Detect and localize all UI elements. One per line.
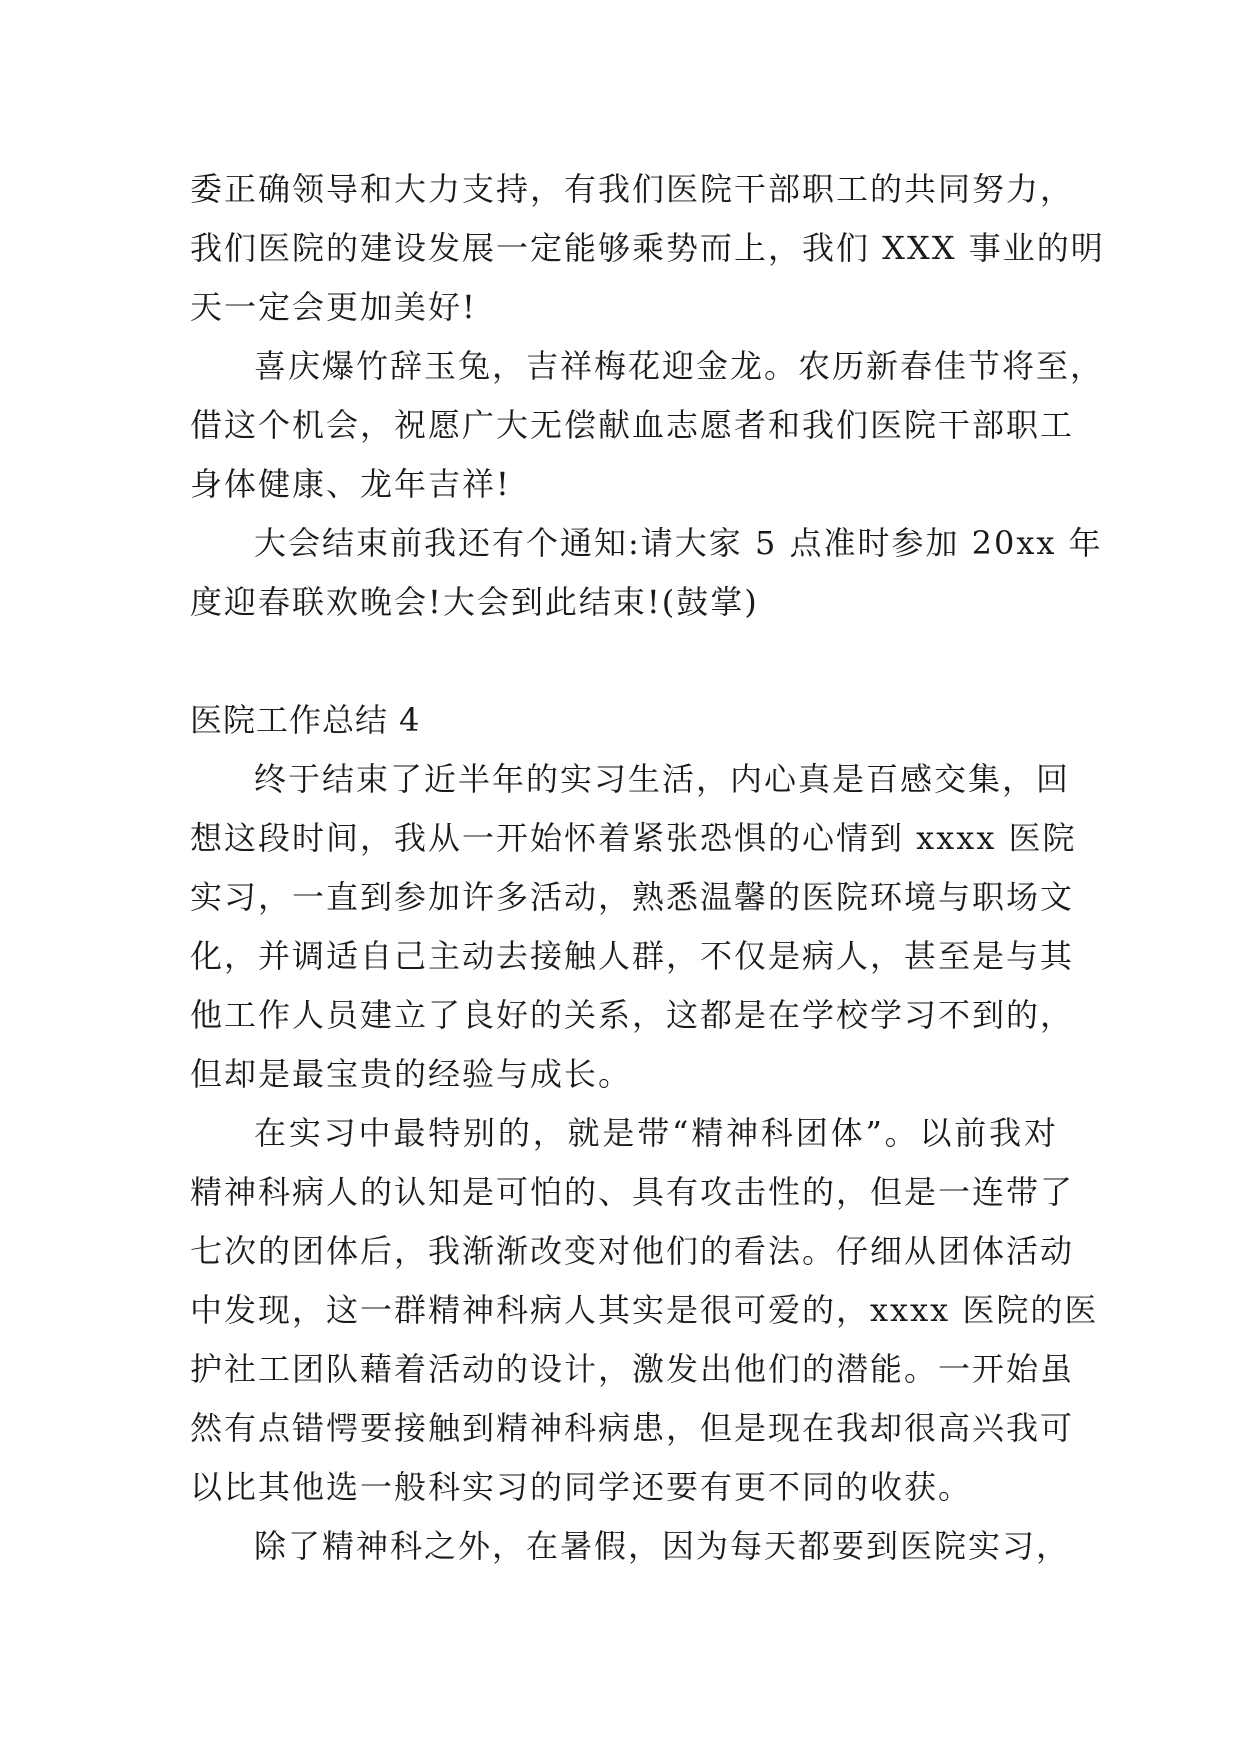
text-line: 借这个机会，祝愿广大无偿献血志愿者和我们医院干部职工 xyxy=(190,406,1075,444)
paragraph-first-line: 大会结束前我还有个通知:请大家 5 点准时参加 20xx 年 xyxy=(254,524,1103,562)
text-line: 以比其他选一般科实习的同学还要有更不同的收获。 xyxy=(190,1468,973,1506)
text-line: 他工作人员建立了良好的关系，这都是在学校学习不到的， xyxy=(190,996,1075,1034)
text-line: 天一定会更加美好! xyxy=(190,288,477,326)
text-line: 身体健康、龙年吉祥! xyxy=(190,465,511,503)
text-line: 七次的团体后，我渐渐改变对他们的看法。仔细从团体活动 xyxy=(190,1232,1075,1270)
text-line: 想这段时间，我从一开始怀着紧张恐惧的心情到 xxxx 医院 xyxy=(190,819,1077,857)
text-line: 精神科病人的认知是可怕的、具有攻击性的，但是一连带了 xyxy=(190,1173,1075,1211)
text-line: 实习，一直到参加许多活动，熟悉温馨的医院环境与职场文 xyxy=(190,878,1075,916)
paragraph-first-line: 在实习中最特别的，就是带“精神科团体”。以前我对 xyxy=(254,1114,1058,1152)
text-line: 度迎春联欢晚会!大会到此结束!(鼓掌) xyxy=(190,583,759,621)
document-body xyxy=(190,160,1105,1576)
paragraph-first-line: 喜庆爆竹辞玉兔，吉祥梅花迎金龙。农历新春佳节将至， xyxy=(254,347,1105,385)
paragraph-first-line: 除了精神科之外，在暑假，因为每天都要到医院实习， xyxy=(254,1527,1071,1565)
text-line: 但却是最宝贵的经验与成长。 xyxy=(190,1055,633,1093)
text-line: 我们医院的建设发展一定能够乘势而上，我们 XXX 事业的明 xyxy=(190,229,1105,267)
text-line: 委正确领导和大力支持，有我们医院干部职工的共同努力， xyxy=(190,170,1075,208)
section-gap xyxy=(190,632,1058,691)
section-heading: 医院工作总结 4 xyxy=(190,701,421,739)
text-line: 中发现，这一群精神科病人其实是很可爱的，xxxx 医院的医 xyxy=(190,1291,1099,1329)
paragraph-first-line: 终于结束了近半年的实习生活，内心真是百感交集，回 xyxy=(254,760,1071,798)
text-line: 护社工团队藉着活动的设计，激发出他们的潜能。一开始虽 xyxy=(190,1350,1075,1388)
text-line: 然有点错愕要接触到精神科病患，但是现在我却很高兴我可 xyxy=(190,1409,1075,1447)
text-line: 化，并调适自己主动去接触人群，不仅是病人，甚至是与其 xyxy=(190,937,1075,975)
